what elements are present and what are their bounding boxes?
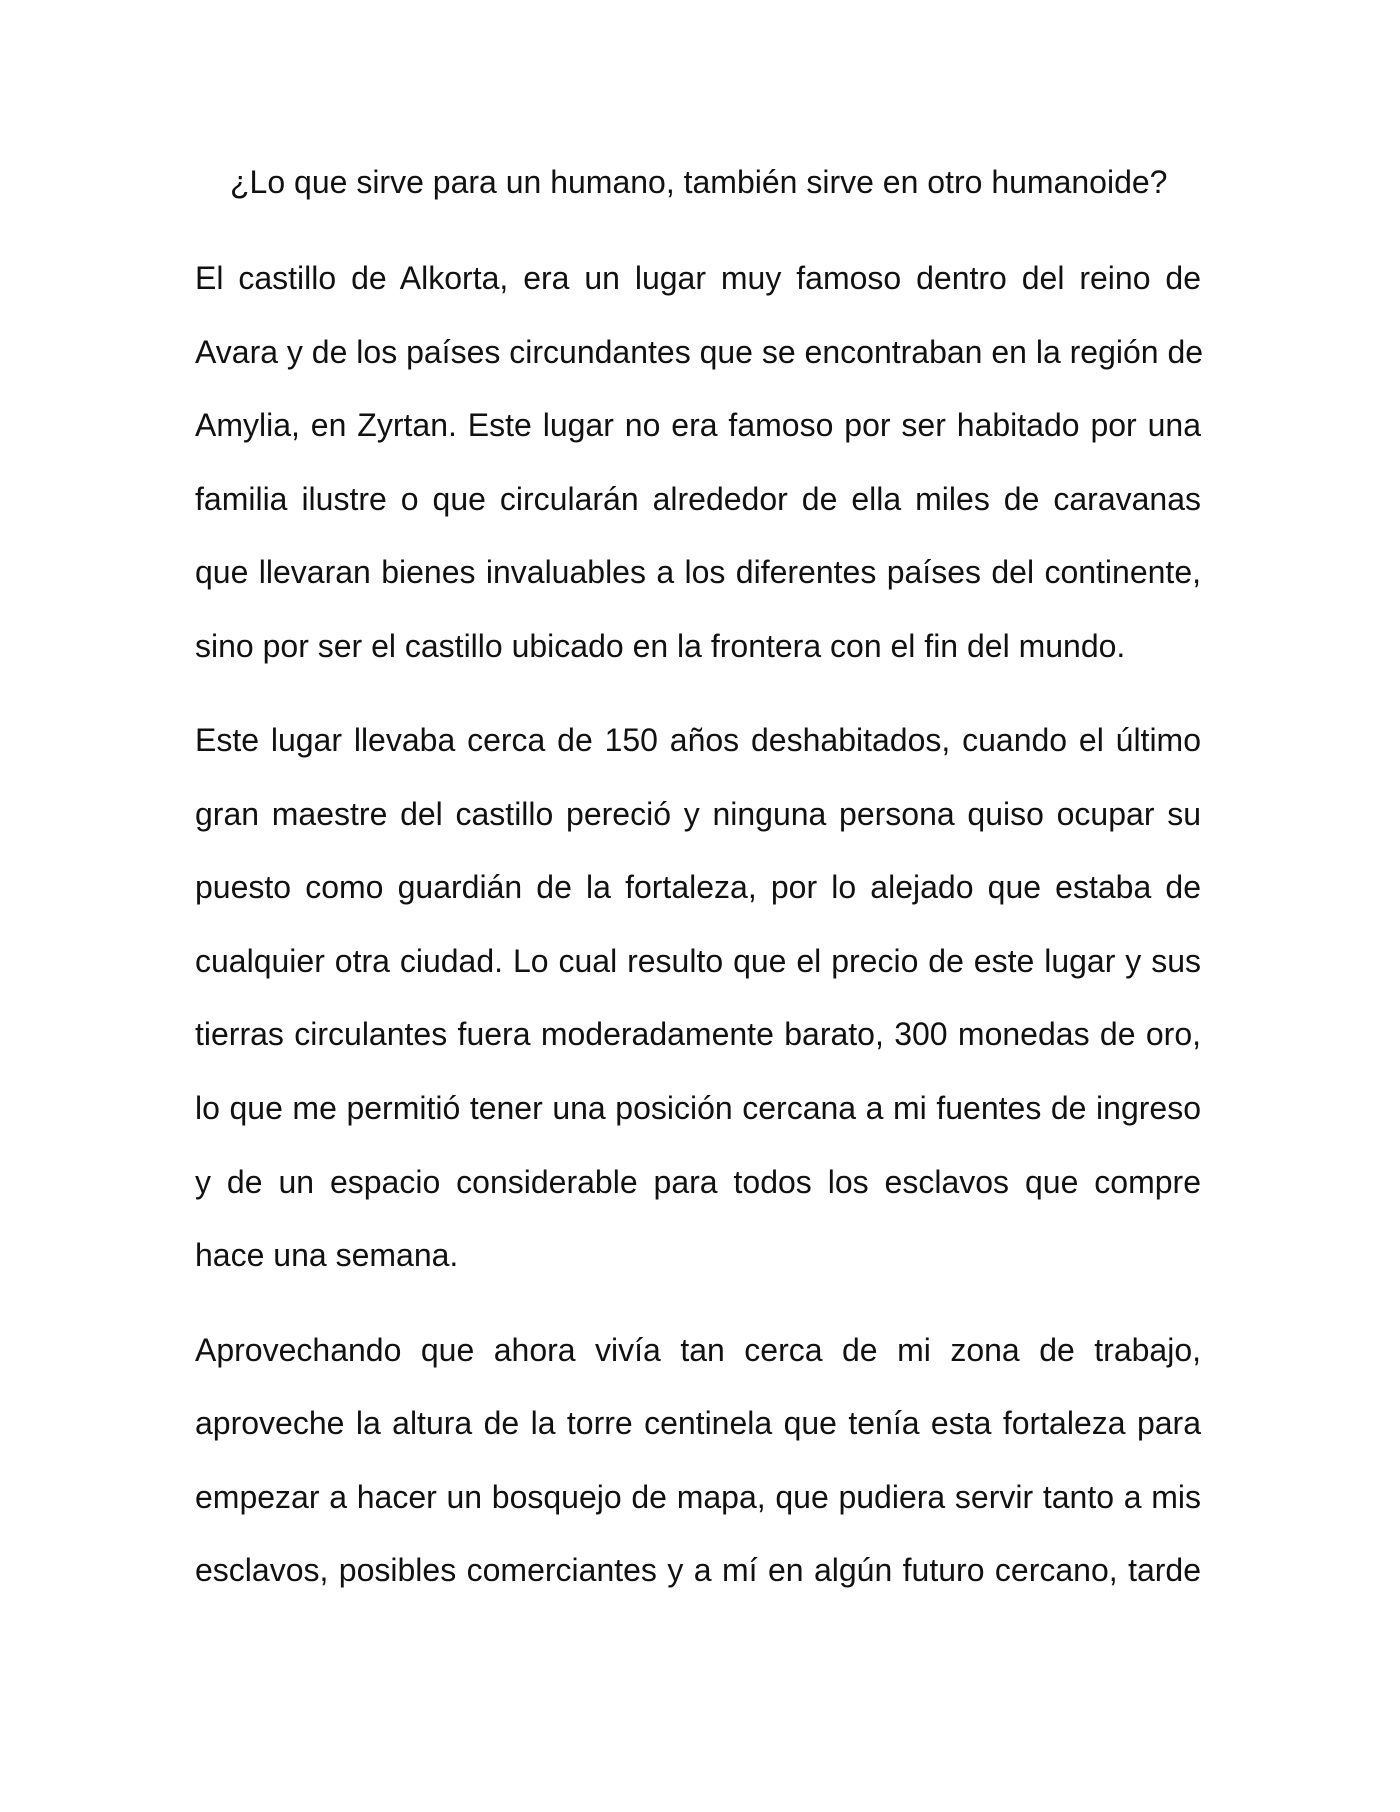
- text-line: empezar a hacer un bosquejo de mapa, que pudiera servir tanto a mis: [195, 1479, 1201, 1515]
- text-line: Amylia, en Zyrtan. Este lugar no era famoso por ser habitado por una: [195, 407, 1201, 443]
- text-line: lo que me permitió tener una posición cercana a mi fuentes de ingreso: [195, 1090, 1201, 1126]
- text-line: Avara y de los países circundantes que se encontraban en la región de: [195, 334, 1204, 370]
- text-line: hace una semana.: [195, 1237, 459, 1273]
- document-title: ¿Lo que sirve para un humano, también sirve en otro humanoide?: [230, 164, 1168, 200]
- text-line: y de un espacio considerable para todos los esclavos que compre: [195, 1164, 1201, 1200]
- text-line: aproveche la altura de la torre centinela que tenía esta fortaleza para: [195, 1405, 1201, 1441]
- text-line: esclavos, posibles comerciantes y a mí en algún futuro cercano, tarde: [195, 1552, 1201, 1588]
- text-line: Este lugar llevaba cerca de 150 años deshabitados, cuando el último: [195, 722, 1201, 758]
- text-line: Aprovechando que ahora vivía tan cerca de mi zona de trabajo,: [195, 1332, 1201, 1368]
- text-line: que llevaran bienes invaluables a los diferentes países del continente,: [195, 554, 1201, 590]
- text-line: cualquier otra ciudad. Lo cual resulto que el precio de este lugar y sus: [195, 943, 1201, 979]
- text-line: El castillo de Alkorta, era un lugar muy famoso dentro del reino de: [195, 260, 1201, 296]
- text-line: gran maestre del castillo pereció y ninguna persona quiso ocupar su: [195, 796, 1201, 832]
- text-line: familia ilustre o que circularán alrededor de ella miles de caravanas: [195, 481, 1201, 517]
- text-line: sino por ser el castillo ubicado en la frontera con el fin del mundo.: [195, 628, 1126, 664]
- text-line: tierras circulantes fuera moderadamente barato, 300 monedas de oro,: [195, 1016, 1201, 1052]
- text-line: puesto como guardián de la fortaleza, por lo alejado que estaba de: [195, 869, 1201, 905]
